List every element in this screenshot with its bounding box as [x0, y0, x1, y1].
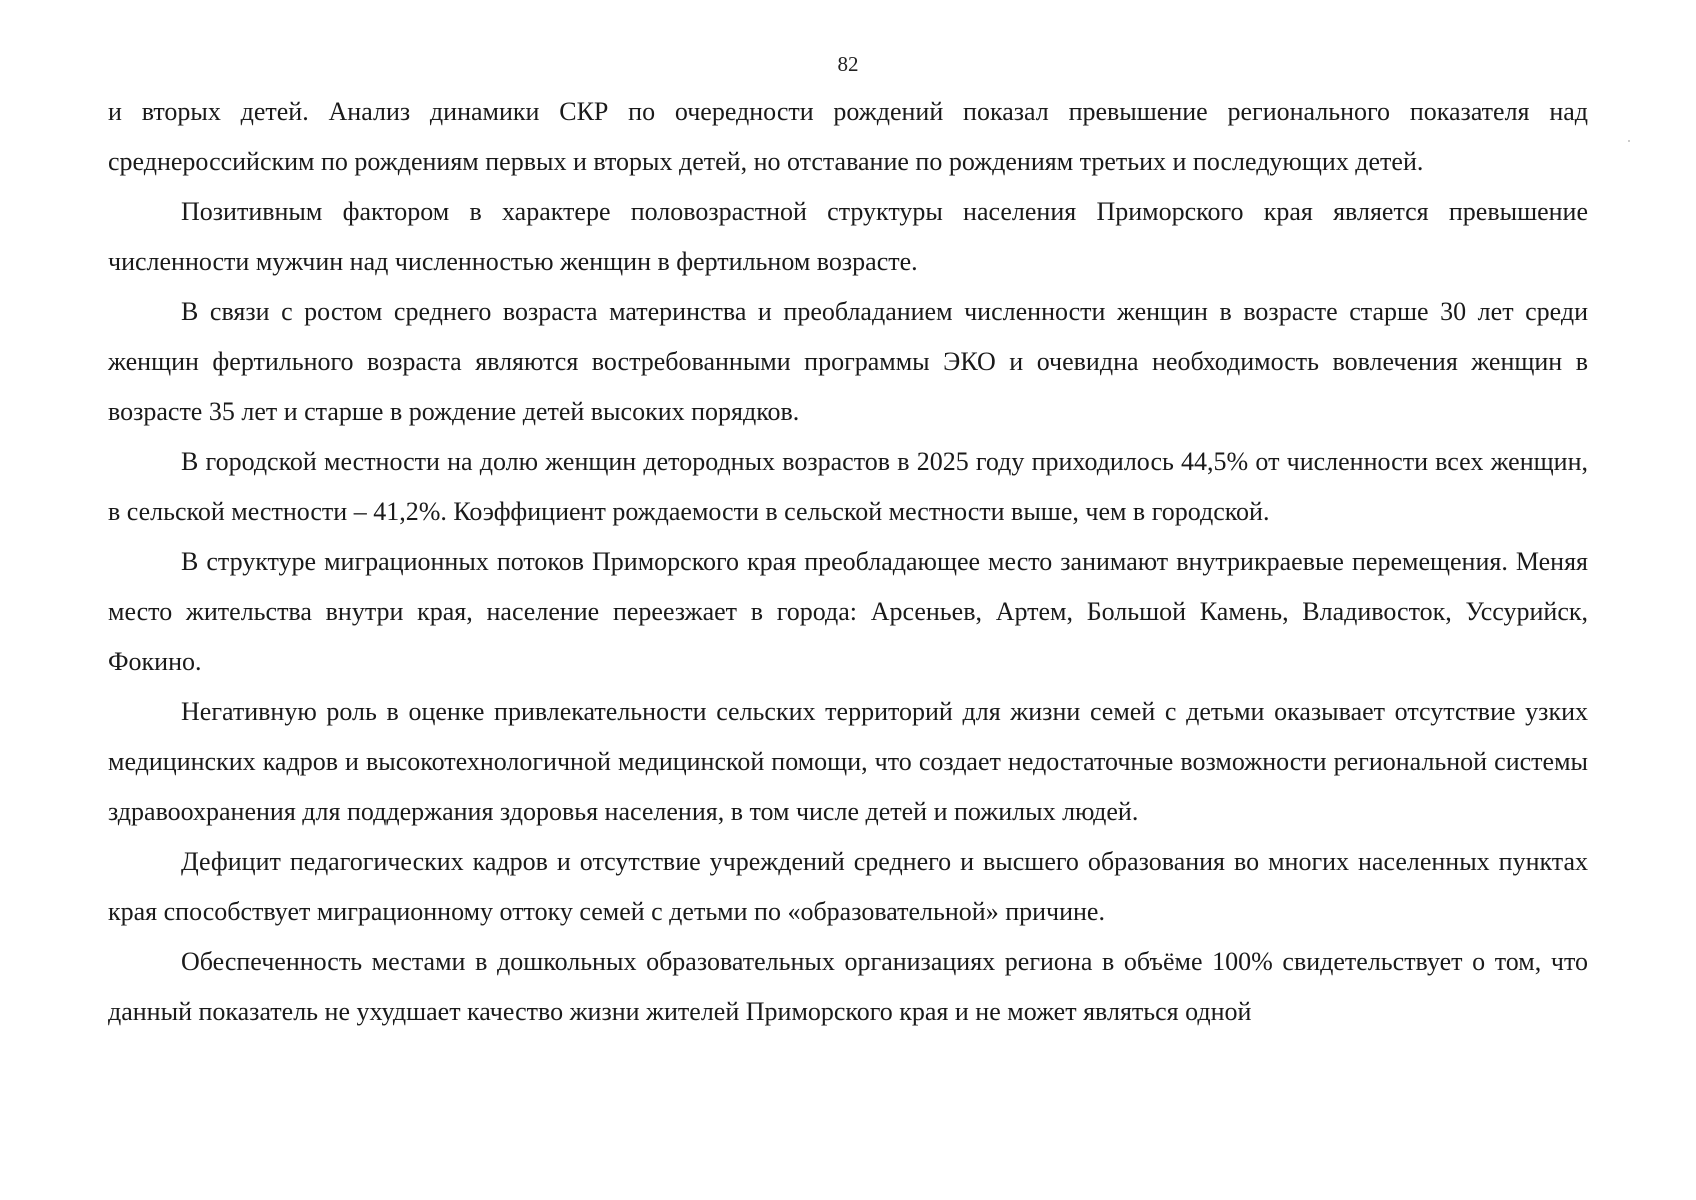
page-number: 82 [837, 52, 859, 76]
paragraph-migration-flows: В структуре миграционных потоков Приморского края преобладающее место занимают внутрикраевые перемещения. Меняя место жительства внутри края, население переезжает в города: Арсеньев, Артем, Большой Камень, Владивосток, Уссурийск, Фокино. [108, 547, 1588, 676]
paragraph-eco-programs: В связи с ростом среднего возраста материнства и преобладанием численности женщин в возрасте старше 30 лет среди женщин фертильного возраста являются востребованными программы ЭКО и очевидна необходимость вовлечения женщин в возрасте 35 лет и старше в рождение детей высоких порядков. [108, 297, 1588, 426]
paragraph-continuation: и вторых детей. Анализ динамики СКР по очередности рождений показал превышение регионального показателя над среднероссийским по рождениям первых и вторых детей, но отставание по рождениям третьих и последующих детей. [108, 97, 1588, 176]
paragraph-urban-rural-women: В городской местности на долю женщин детородных возрастов в 2025 году приходилось 44,5% от численности всех женщин, в сельской местности – 41,2%. Коэффициент рождаемости в сельской местности выше, чем в городской. [108, 447, 1588, 526]
paragraph-medical-staff: Негативную роль в оценке привлекательности сельских территорий для жизни семей с детьми оказывает отсутствие узких медицинских кадров и высокотехнологичной медицинской помощи, что создает недостаточные возможности региональной системы здравоохранения для поддержания здоровья населения, в том числе детей и пожилых людей. [108, 697, 1588, 826]
paragraph-teaching-staff: Дефицит педагогических кадров и отсутствие учреждений среднего и высшего образования во многих населенных пунктах края способствует миграционному оттоку семей с детьми по «образовательной» причине. [108, 847, 1588, 926]
paragraph-preschool-places: Обеспеченность местами в дошкольных образовательных организациях региона в объёме 100% свидетельствует о том, что данный показатель не ухудшает качество жизни жителей Приморского края и не может являться одной [108, 947, 1588, 1026]
document-body [108, 87, 1588, 1037]
scan-speck [1628, 140, 1630, 142]
paragraph-sex-age-structure: Позитивным фактором в характере половозрастной структуры населения Приморского края является превышение численности мужчин над численностью женщин в фертильном возрасте. [108, 197, 1588, 276]
